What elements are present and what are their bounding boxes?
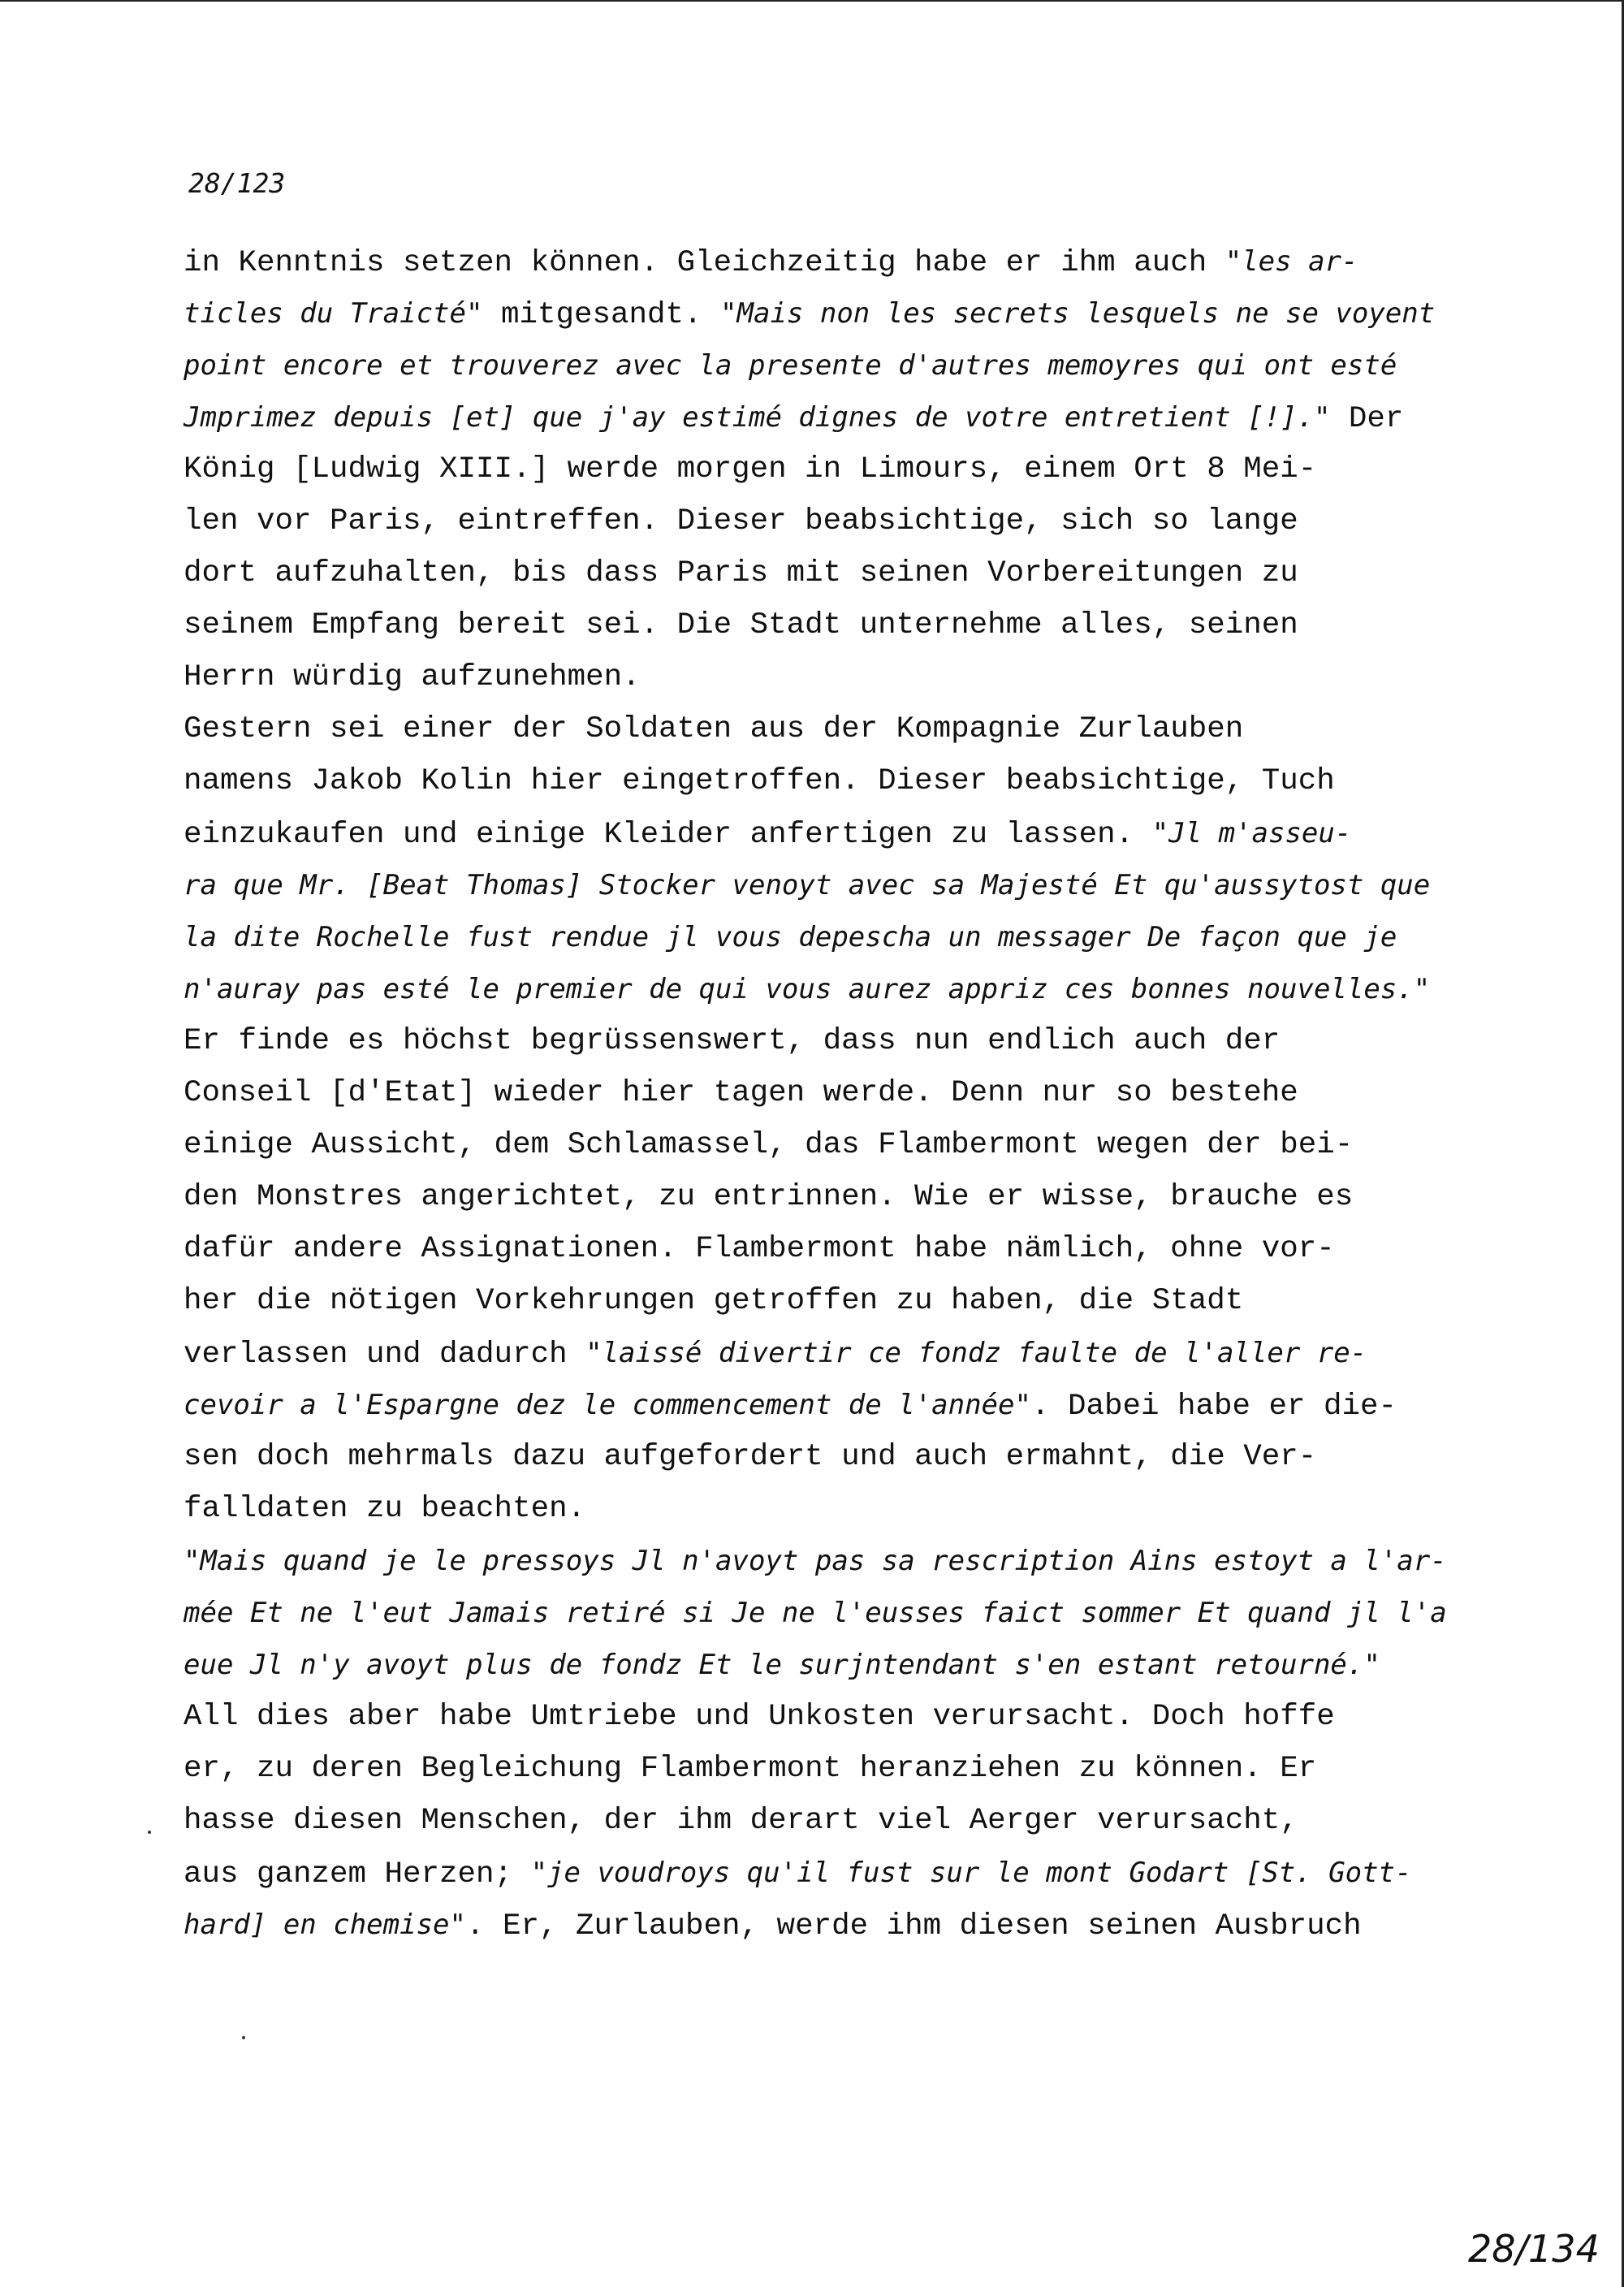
- text-line: [184, 391, 1450, 443]
- french-quote-segment: eue Jl n'y avoyt plus de fondz Et le surjntendant s'en estant retourné.": [184, 1649, 1380, 1681]
- text-segment: Conseil [d'Etat] wieder hier tagen werde. Denn nur so bestehe: [184, 1076, 1298, 1110]
- text-line: [184, 1639, 1450, 1691]
- text-line: [184, 443, 1450, 495]
- french-quote-segment: point encore et trouverez avec la presente d'autres memoyres qui ont esté: [184, 349, 1397, 382]
- text-segment: len vor Paris, eintreffen. Dieser beabsichtige, sich so lange: [184, 504, 1298, 538]
- french-quote-segment: n'auray pas esté le premier de qui vous aurez appriz ces bonnes nouvelles.": [184, 973, 1431, 1005]
- text-segment: Herrn würdig aufzunehmen.: [184, 660, 641, 694]
- text-segment: mitgesandt.: [482, 298, 721, 332]
- text-line: [184, 547, 1450, 599]
- french-quote-segment: "laissé divertir ce fondz faulte de l'aller re-: [585, 1337, 1367, 1369]
- text-line: [184, 1431, 1450, 1483]
- french-quote-segment: "Mais non les secrets lesquels ne se voyent: [720, 297, 1436, 330]
- text-segment: dafür andere Assignationen. Flambermont habe nämlich, ohne vor-: [184, 1232, 1335, 1266]
- text-segment: Der: [1330, 402, 1404, 436]
- text-line: [184, 1847, 1450, 1899]
- text-segment: aus ganzem Herzen;: [184, 1857, 531, 1891]
- text-segment: den Monstres angerichtet, zu entrinnen. Wie er wisse, brauche es: [184, 1180, 1354, 1214]
- text-line: [184, 1327, 1450, 1379]
- text-line: [184, 859, 1450, 911]
- text-line: [184, 339, 1450, 391]
- text-segment: dort aufzuhalten, bis dass Paris mit seinen Vorbereitungen zu: [184, 556, 1298, 590]
- french-quote-segment: la dite Rochelle fust rendue jl vous depescha un messager De façon que je: [184, 921, 1397, 953]
- french-quote-segment: mée Et ne l'eut Jamais retiré si Je ne l'eusses faict sommer Et quand jl l'a: [184, 1597, 1447, 1629]
- text-segment: verlassen und dadurch: [184, 1338, 586, 1372]
- text-line: [184, 1535, 1450, 1587]
- text-line: [184, 651, 1450, 703]
- text-line: [184, 236, 1450, 287]
- french-quote-segment: hard] en chemise": [184, 1909, 466, 1941]
- text-line: [184, 1483, 1450, 1535]
- french-quote-segment: "Mais quand je le pressoys Jl n'avoyt pas sa rescription Ains estoyt a l'ar-: [184, 1545, 1447, 1577]
- french-quote-segment: cevoir a l'Espargne dez le commencement de l'année": [184, 1389, 1031, 1421]
- french-quote-segment: ticles du Traicté": [184, 297, 483, 330]
- french-quote-segment: "Jl m'asseu-: [1151, 817, 1352, 850]
- text-segment: einzukaufen und einige Kleider anfertigen zu lassen.: [184, 818, 1152, 852]
- text-line: [184, 1691, 1450, 1743]
- text-line: [184, 911, 1450, 963]
- text-line: [184, 1743, 1450, 1795]
- text-segment: namens Jakob Kolin hier eingetroffen. Dieser beabsichtige, Tuch: [184, 764, 1335, 798]
- text-line: [184, 963, 1450, 1015]
- french-quote-segment: ra que Mr. [Beat Thomas] Stocker venoyt avec sa Majesté Et qu'aussytost que: [184, 869, 1431, 901]
- text-segment: Gestern sei einer der Soldaten aus der Kompagnie Zurlauben: [184, 712, 1244, 746]
- text-line: [184, 1275, 1450, 1327]
- french-quote-segment: Jmprimez depuis [et] que j'ay estimé dignes de votre entretient [!].": [184, 401, 1331, 434]
- text-segment: er, zu deren Begleichung Flambermont heranziehen zu können. Er: [184, 1752, 1317, 1786]
- margin-dot: [148, 1831, 151, 1834]
- text-line: [184, 1587, 1450, 1639]
- text-segment: falldaten zu beachten.: [184, 1492, 586, 1526]
- text-line: [184, 1067, 1450, 1119]
- text-segment: Er finde es höchst begrüssenswert, dass nun endlich auch der: [184, 1024, 1281, 1058]
- text-line: [184, 1119, 1450, 1171]
- text-line: [184, 495, 1450, 547]
- text-line: [184, 755, 1450, 807]
- text-segment: König [Ludwig XIII.] werde morgen in Limours, einem Ort 8 Mei-: [184, 452, 1317, 486]
- text-line: [184, 1899, 1450, 1951]
- text-line: [184, 287, 1450, 339]
- text-segment: sen doch mehrmals dazu aufgefordert und auch ermahnt, die Ver-: [184, 1440, 1317, 1474]
- stray-dot: [242, 2036, 245, 2039]
- text-segment: her die nötigen Vorkehrungen getroffen zu haben, die Stadt: [184, 1284, 1244, 1318]
- text-segment: einige Aussicht, dem Schlamassel, das Flambermont wegen der bei-: [184, 1128, 1354, 1162]
- text-segment: seinem Empfang bereit sei. Die Stadt unternehme alles, seinen: [184, 608, 1298, 642]
- text-line: [184, 1795, 1450, 1847]
- text-segment: All dies aber habe Umtriebe und Unkosten verursacht. Doch hoffe: [184, 1700, 1335, 1734]
- text-line: [184, 599, 1450, 651]
- body-text: [184, 236, 1450, 1951]
- folio-number: 28/134: [1468, 2227, 1600, 2271]
- french-quote-segment: "les ar-: [1224, 245, 1358, 278]
- page-reference: 28/123: [188, 167, 286, 199]
- text-line: [184, 807, 1450, 859]
- text-segment: hasse diesen Menschen, der ihm derart viel Aerger verursacht,: [184, 1804, 1298, 1838]
- text-line: [184, 703, 1450, 755]
- text-line: [184, 1015, 1450, 1067]
- text-segment: . Er, Zurlauben, werde ihm diesen seinen Ausbruch: [466, 1909, 1362, 1943]
- french-quote-segment: "je voudroys qu'il fust sur le mont Godart [St. Gott-: [530, 1857, 1412, 1889]
- text-line: [184, 1223, 1450, 1275]
- text-line: [184, 1171, 1450, 1223]
- text-line: [184, 1379, 1450, 1431]
- text-segment: in Kenntnis setzen können. Gleichzeitig habe er ihm auch: [184, 246, 1225, 280]
- text-segment: . Dabei habe er die-: [1030, 1390, 1397, 1424]
